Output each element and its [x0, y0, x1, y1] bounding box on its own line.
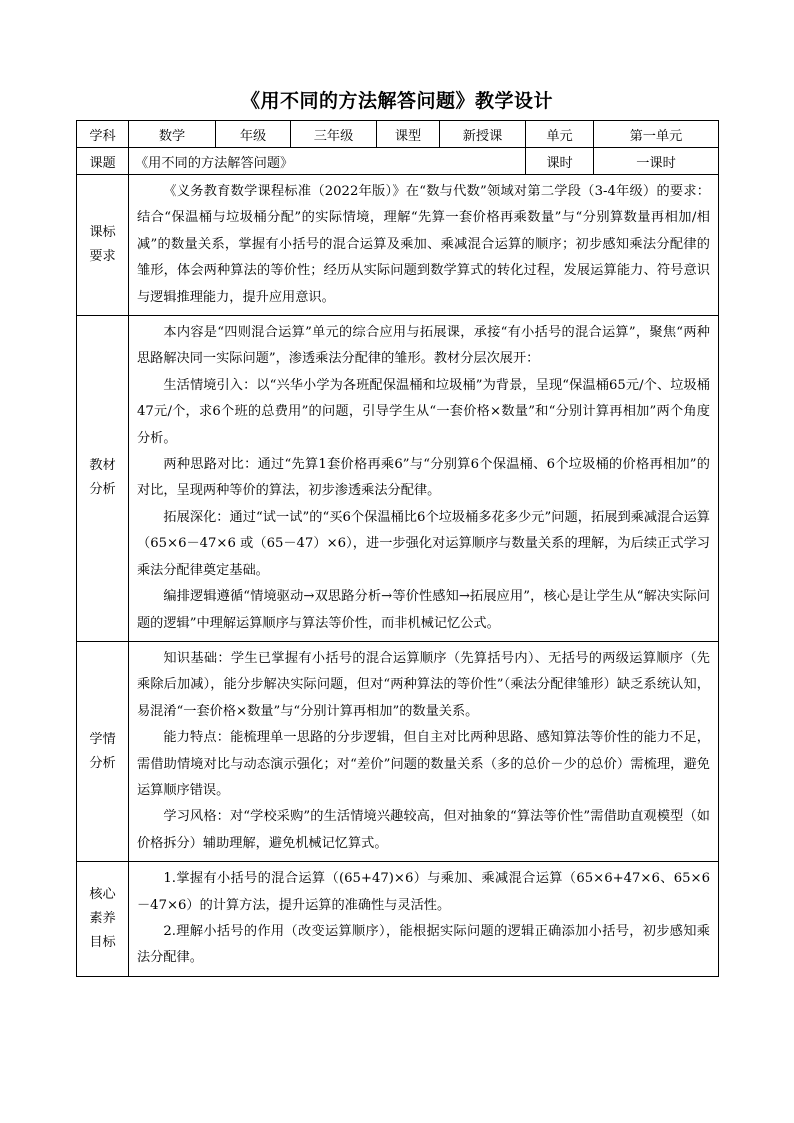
hours-value: 一课时 [594, 148, 719, 175]
paragraph: 《义务教育数学课程标准（2022年版）》在“数与代数”领域对第二学段（3-4年级）的要求：结合“保温桶与垃圾桶分配”的实际情境，理解“先算一套价格再乘数量”与“分别算数量再相加/相减”的数量关系，掌握有小括号的混合运算及乘加、乘减混合运算的顺序；初步感知乘法分配律的雏形，体会两种算法的等价性；经历从实际问题到数学算式的转化过程，发展运算能力、符号意识与逻辑推理能力，提升应用意识。 [137, 184, 710, 305]
subject-label: 学科 [77, 121, 129, 148]
section-content-students [129, 641, 719, 861]
document-title: 《用不同的方法解答问题》教学设计 [240, 90, 553, 112]
topic-label: 课题 [77, 148, 129, 175]
section-content-curriculum [129, 175, 719, 316]
section-textbook [77, 316, 719, 642]
topic-value: 《用不同的方法解答问题》 [129, 148, 526, 175]
paragraph: 两种思路对比：通过“先算1套价格再乘6”与“分别算6个保温桶、6个垃圾桶的价格再相加”的对比，呈现两种等价的算法，初步渗透乘法分配律。 [137, 457, 710, 499]
lesson-type-value: 新授课 [440, 121, 526, 148]
section-students [77, 641, 719, 861]
header-row-1 [77, 121, 719, 148]
paragraph: 知识基础：学生已掌握有小括号的混合运算顺序（先算括号内）、无括号的两级运算顺序（先乘除后加减），能分步解决实际问题，但对“两种算法的等价性”（乘法分配律雏形）缺乏系统认知，易混淆“一套价格×数量”与“分别计算再相加”的数量关系。 [137, 650, 710, 719]
subject-value: 数学 [129, 121, 216, 148]
paragraph: 能力特点：能梳理单一思路的分步逻辑，但自主对比两种思路、感知算法等价性的能力不足，需借助情境对比与动态演示强化；对“差价”问题的数量关系（多的总价－少的总价）需梳理，避免运算顺序错误。 [137, 730, 710, 798]
section-label-goals: 核心 素养 目标 [77, 862, 129, 977]
paragraph: 2.理解小括号的作用（改变运算顺序），能根据实际问题的逻辑正确添加小括号，初步感知乘法分配律。 [137, 923, 710, 966]
lesson-type-label: 课型 [377, 121, 440, 148]
section-goals [77, 862, 719, 977]
paragraph: 本内容是“四则混合运算”单元的综合应用与拓展课，承接“有小括号的混合运算”，聚焦“两种思路解决同一实际问题”，渗透乘法分配律的雏形。教材分层次展开： [137, 325, 710, 367]
paragraph: 拓展深化：通过“试一试”的“买6个保温桶比6个垃圾桶多花多少元”问题，拓展到乘减混合运算（65×6－47×6 或（65－47）×6），进一步强化对运算顺序与数量关系的理解，为后续正式学习乘法分配律奠定基础。 [137, 509, 710, 578]
section-curriculum [77, 175, 719, 316]
section-label-students: 学情 分析 [77, 641, 129, 861]
paragraph: 生活情境引入：以“兴华小学为各班配保温桶和垃圾桶”为背景，呈现“保温桶65元/个、垃圾桶47元/个，求6个班的总费用”的问题，引导学生从“一套价格×数量”和“分别计算再相加”两个角度分析。 [137, 377, 710, 446]
paragraph: 编排逻辑遵循“情境驱动→双思路分析→等价性感知→拓展应用”，核心是让学生从“解决实际问题的逻辑”中理解运算顺序与算法等价性，而非机械记忆公式。 [137, 589, 710, 631]
unit-value: 第一单元 [594, 121, 719, 148]
paragraph: 1.掌握有小括号的混合运算（(65+47)×6）与乘加、乘减混合运算（65×6+47×6、65×6－47×6）的计算方法，提升运算的准确性与灵活性。 [137, 871, 710, 913]
section-label-curriculum: 课标 要求 [77, 175, 129, 316]
grade-label: 年级 [216, 121, 291, 148]
section-content-textbook [129, 316, 719, 642]
section-content-goals [129, 862, 719, 977]
lesson-plan-table [76, 120, 719, 977]
paragraph: 学习风格：对“学校采购”的生活情境兴趣较高，但对抽象的“算法等价性”需借助直观模型（如价格拆分）辅助理解，避免机械记忆算式。 [137, 809, 710, 851]
header-row-2 [77, 148, 719, 175]
grade-value: 三年级 [291, 121, 377, 148]
unit-label: 单元 [526, 121, 594, 148]
section-label-textbook: 教材 分析 [77, 316, 129, 642]
hours-label: 课时 [526, 148, 594, 175]
